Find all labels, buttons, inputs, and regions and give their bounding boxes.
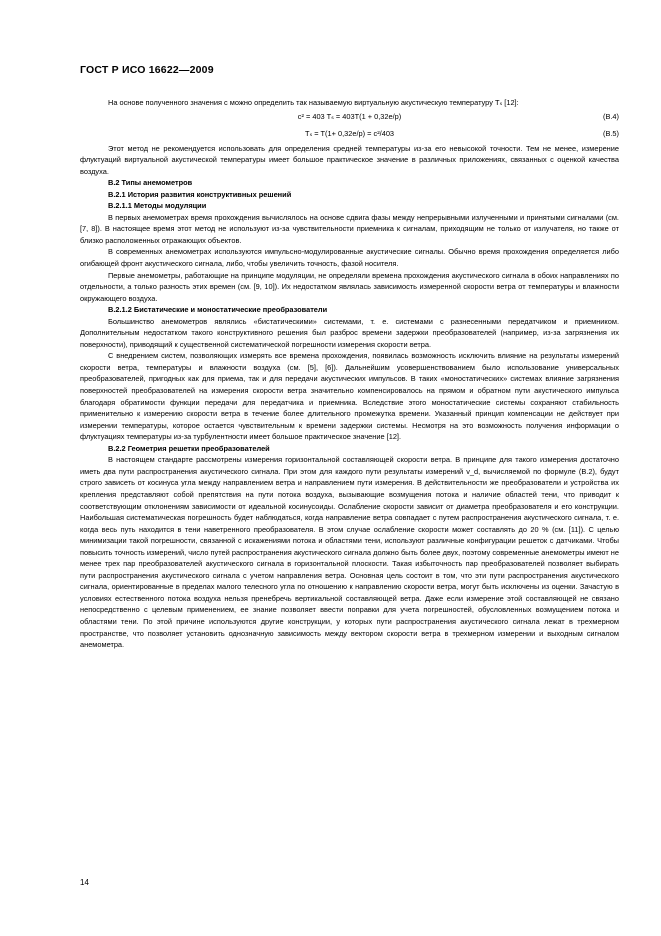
- equation-number: (В.4): [602, 111, 619, 121]
- standard-header: ГОСТ Р ИСО 16622—2009: [80, 64, 214, 76]
- equation: [80, 126, 619, 143]
- paragraph: В современных анемометрах используются импульсно-модулированные акустические сигналы. Обычно время прохождения определяется либо огибающей фронт акустического сигнала, либо, чтобы увеличить точность, фазой носителя.: [80, 247, 619, 269]
- equation-formula: Tₛ = T(1+ 0,32e/p) = c²/403: [304, 128, 395, 138]
- section-heading: В.2.1 История развития конструктивных решений: [108, 189, 292, 199]
- paragraph: Этот метод не рекомендуется использовать для определения средней температуры из-за его невысокой точности. Тем не менее, измерение флуктуаций виртуальной акустической температуры имеет большое практическое значение в различных приложениях, связанных с оценкой качества воздуха.: [80, 143, 619, 176]
- document-body: [80, 97, 619, 651]
- paragraph: С внедрением систем, позволяющих измерять все времена прохождения, появилась возможность исключить влияние на результаты измерений скорости ветра, температуры и влажности воздуха (см. [5], [6]). Дальнейшим усовершенствованием было использование универсальных преобразователей, пригодных как для приема, так и для передачи акустических импульсов. В таких «моностатических» системах влияние загрязнения поверхностей преобразователей на измерения скорости ветра значительно компенсировалось на прямом и обратном пути акустического импульса благодаря обратимости функции передачи для передатчика и приемника. Вследствие этого моностатические системы сохраняют стабильность применительно к измерению скорости ветра в течение более длительного промежутка времени. Указанный принцип компенсации не действует при измерении температуры, которое остается чувствительным к времени задержки системы. Несмотря на это возможность получения информации о флуктуациях температуры из-за турбулентности имеет большое практическое значение [12].: [80, 351, 619, 442]
- equation-number: (В.5): [602, 128, 619, 138]
- section-heading: В.2.2 Геометрия решетки преобразователей: [108, 443, 270, 453]
- page-number: 14: [80, 878, 89, 887]
- section-heading: В.2.1.2 Бистатические и моностатические преобразователи: [108, 305, 328, 315]
- section-heading: В.2 Типы анемометров: [108, 178, 193, 188]
- equation: [80, 109, 619, 126]
- equation-formula: c² = 403 Tₛ = 403T(1 + 0,32e/p): [297, 111, 402, 121]
- section-heading: В.2.1.1 Методы модуляции: [108, 201, 207, 211]
- paragraph: В первых анемометрах время прохождения вычислялось на основе сдвига фазы между непрерывными излученными и принятыми сигналами (см. [7, 8]). В настоящее время этот метод не используют из-за чувствительности приемника к сигналам, приходящим не только от излучателя, но также от близко расположенных отражающих объектов.: [80, 212, 619, 245]
- paragraph: На основе полученного значения c можно определить так называемую виртуальную акустическую температуру Tₛ [12]:: [108, 98, 519, 107]
- paragraph: В настоящем стандарте рассмотрены измерения горизонтальной составляющей скорости ветра. В принципе для такого измерения достаточно иметь два пути распространения акустического сигнала. При этом для каждого пути результаты измерений v_d, вычисляемой по формуле (В.2), будут строго зависеть от косинуса угла между направлением ветра и направлением пути измерения. В действительности же преобразователи и устройства их крепления представляют собой препятствия на пути потока воздуха, вызывающие возмущения потока и наличие областей тени, что приводит к соответствующим отклонениям зависимости от идеальной косинусоиды. Ослабление скорости зависит от диаметра преобразователя и его конструкции. Наибольшая систематическая погрешность будет наблюдаться, когда направление ветра совпадает с путем распространения акустического сигнала, т. е. когда весь путь находится в тени наветренного преобразователя. В этом случае ослабление скорости может составлять до 20 % (см. [11]). С целью минимизации такой погрешности, связанной с искажениями потока и областями тени, используют различные конфигурации решеток с датчиками. Чтобы повысить точность измерений, число путей распространения акустического сигнала должно быть более двух, поэтому современные анемометры имеют не менее трех пар преобразователей акустического сигнала в горизонтальной плоскости. Такая избыточность пар преобразователей позволяет выбирать пути распространения акустического сигнала с учетом направления ветра. Основная цель состоит в том, что эти пути распространения акустического сигнала, ориентированные в пределах малого телесного угла по отношению к направлению скорости ветра, могут быть исключены из оценки. Зачастую в условиях естественного потока воздуха нельзя пренебречь вертикальной составляющей ветра. Даже если измерение этой составляющей не связано непосредственно с целевым применением, ее знание позволяет ввести поправки для учета погрешностей, обусловленных возмущением потока и областями тени. По этой причине используются другие конструкции, у которых пути распространения акустического сигнала лежат в трехмерном пространстве, что позволяет установить однозначную зависимость между вектором скорости ветра в трехмерном измерении и выходным сигналом анемометра.: [80, 455, 619, 650]
- paragraph: Первые анемометры, работающие на принципе модуляции, не определяли времена прохождения акустического сигнала в обоих направлениях по отдельности, а только разность этих времен (см. [9, 10]). Их недостатком являлась зависимость измеренной скорости ветра от температуры и влажности окружающего воздуха.: [80, 270, 619, 303]
- paragraph: Большинство анемометров являлись «бистатическими» системами, т. е. системами с разнесенными передатчиком и приемником. Дополнительным недостатком такого конструктивного решения был разброс времени задержки преобразователей (например, из-за загрязнения их поверхности), приводящий к существенной систематической погрешности измерения скорости ветра.: [80, 316, 619, 349]
